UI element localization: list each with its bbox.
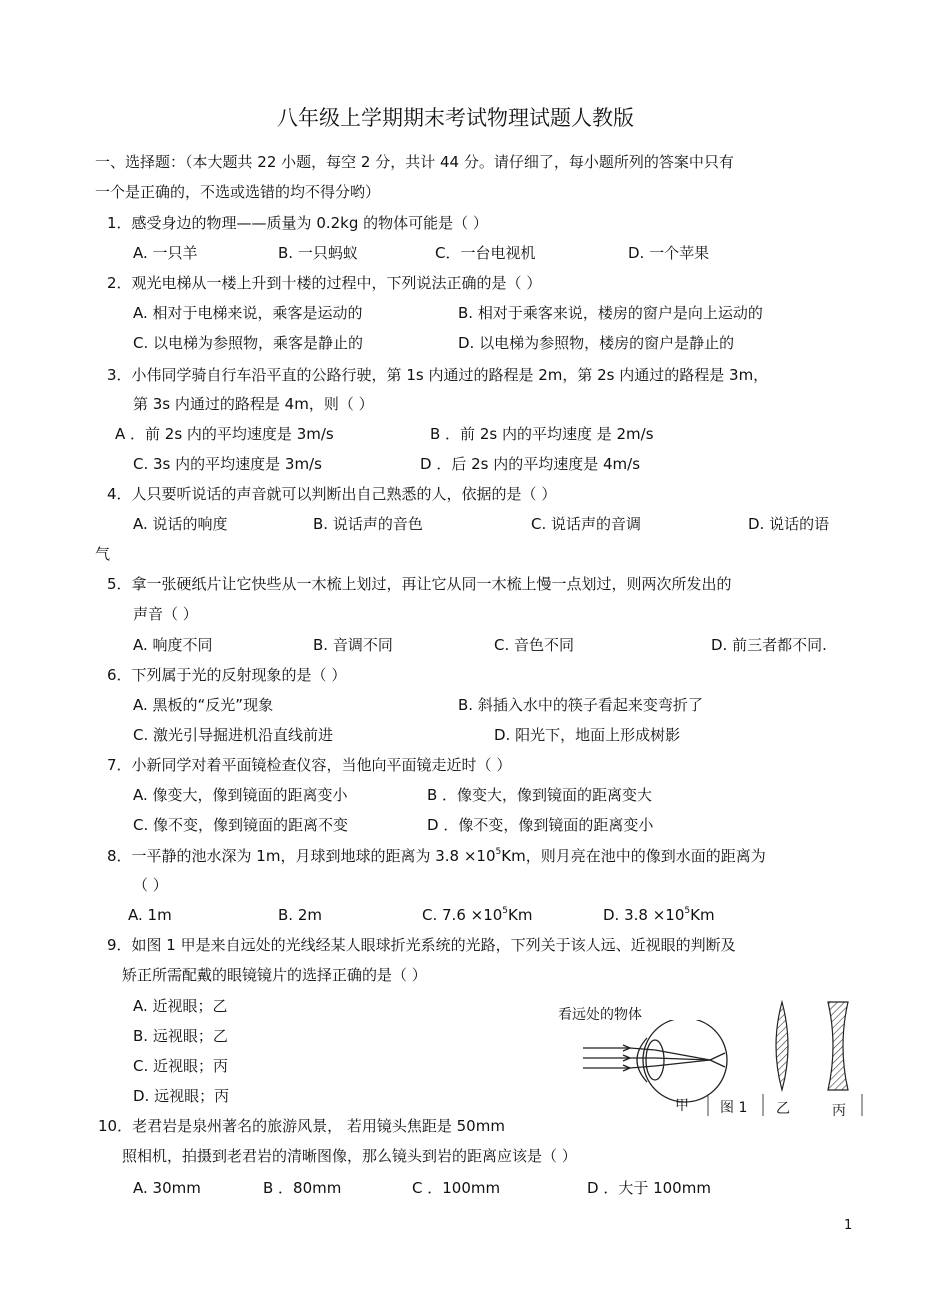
q8-option-c [422,905,532,925]
figure-number: 图 1 [720,1100,748,1116]
page-number: 1 [844,1218,853,1233]
q3-option-b: B ．前 2s 内的平均速度 是 2m/s [430,425,654,443]
q1-stem: 1．感受身边的物理——质量为 0.2kg 的物体可能是（ ） [107,214,488,232]
q8-paren: （ ） [133,876,168,894]
q10-stem-line1: 10．老君岩是泉州著名的旅游风景， 若用镜头焦距是 50mm [98,1117,505,1135]
q9-stem-line1: 9．如图 1 甲是来自远处的光线经某人眼球折光系统的光路，下列关于该人远、近视眼的判断及 [107,936,736,954]
q2-option-b: B. 相对于乘客来说，楼房的窗户是向上运动的 [458,304,763,322]
q9-option-d: D. 远视眼；丙 [133,1087,230,1105]
q2-option-a: A. 相对于电梯来说，乘客是运动的 [133,304,363,322]
q7-option-c: C. 像不变，像到镜面的距离不变 [133,816,349,834]
q3-option-a: A ．前 2s 内的平均速度是 3m/s [115,425,334,443]
q9-option-c: C. 近视眼；丙 [133,1057,229,1075]
q10-stem-line2: 照相机，拍摄到老君岩的清晰图像，那么镜头到岩的距离应该是（ ） [122,1147,577,1165]
q3-stem-line1: 3．小伟同学骑自行车沿平直的公路行驶，第 1s 内通过的路程是 2m，第 2s 内通过的路程是 3m， [107,366,769,384]
q5-option-c: C. 音色不同 [494,636,575,654]
q8-option-c-pre: C. 7.6 ×10 [422,906,503,924]
figure-label-yi: 乙 [776,1101,790,1117]
q10-option-b: B ．80mm [263,1179,342,1197]
q2-stem: 2．观光电梯从一楼上升到十楼的过程中，下列说法正确的是（ ） [107,274,542,292]
q1-option-b: B. 一只蚂蚁 [278,244,358,262]
concave-lens-icon [825,1000,851,1092]
q4-option-c: C. 说话声的音调 [531,515,642,533]
section-instructions-line2: 一个是正确的，不选或选错的均不得分哟） [95,183,381,201]
q8-stem [107,846,766,866]
q3-option-c: C. 3s 内的平均速度是 3m/s [133,455,322,473]
q4-option-a: A. 说话的响度 [133,515,228,533]
q7-option-a: A. 像变大，像到镜面的距离变小 [133,786,348,804]
figure-label-bing: 丙 [832,1103,846,1119]
q8-option-c-post: Km [508,906,533,924]
q3-stem-line2: 第 3s 内通过的路程是 4m，则（ ） [133,395,374,413]
q1-option-a: A. 一只羊 [133,244,198,262]
q6-option-a: A. 黑板的“反光”现象 [133,696,274,714]
q4-stem: 4．人只要听说话的声音就可以判断出自己熟悉的人，依据的是（ ） [107,485,557,503]
page-title: 八年级上学期期末考试物理试题人教版 [277,106,634,130]
q4-option-b: B. 说话声的音色 [313,515,423,533]
q2-option-c: C. 以电梯为参照物，乘客是静止的 [133,334,364,352]
figure-label-jia: 甲 [675,1098,689,1114]
q1-option-c: C．一台电视机 [435,244,536,262]
section-instructions-line1: 一、选择题：（本大题共 22 小题，每空 2 分，共计 44 分。请仔细了，每小题所列的答案中只有 [95,153,734,171]
q9-stem-line2: 矫正所需配戴的眼镜镜片的选择正确的是（ ） [122,966,427,984]
q5-stem-line1: 5．拿一张硬纸片让它快些从一木梳上划过，再让它从同一木梳上慢一点划过，则两次所发出的 [107,575,732,593]
q6-option-d: D. 阳光下，地面上形成树影 [494,726,681,744]
q5-option-a: A. 响度不同 [133,636,213,654]
q10-option-d: D ．大于 100mm [587,1179,711,1197]
convex-lens-icon [770,1000,794,1092]
figure-caption: 看远处的物体 [558,1007,642,1023]
q8-stem-exponent: 5 [495,847,502,857]
q5-stem-line2: 声音（ ） [133,605,198,623]
q6-stem: 6．下列属于光的反射现象的是（ ） [107,666,347,684]
q8-option-c-exponent: 5 [502,906,509,916]
q4-option-d: D. 说话的语 [748,515,830,533]
q7-option-b: B ．像变大，像到镜面的距离变大 [427,786,653,804]
q8-option-d-post: Km [690,906,715,924]
q9-option-b: B. 远视眼；乙 [133,1027,228,1045]
q2-option-d: D. 以电梯为参照物，楼房的窗户是静止的 [458,334,735,352]
q4-option-d-continued: 气 [95,545,111,563]
q9-option-a: A. 近视眼；乙 [133,997,228,1015]
q8-option-a: A. 1m [128,906,172,924]
q7-stem: 7．小新同学对着平面镜检查仪容，当他向平面镜走近时（ ） [107,756,512,774]
q8-stem-pre: 8．一平静的池水深为 1m，月球到地球的距离为 3.8 ×10 [107,847,496,865]
q5-option-b: B. 音调不同 [313,636,393,654]
q6-option-b: B. 斜插入水中的筷子看起来变弯折了 [458,696,703,714]
q8-option-b: B. 2m [278,906,322,924]
q1-option-d: D. 一个苹果 [628,244,710,262]
q8-option-d-pre: D. 3.8 ×10 [603,906,685,924]
q8-option-d [603,905,715,925]
q10-option-c: C ．100mm [412,1179,501,1197]
q8-stem-post: Km，则月亮在池中的像到水面的距离为 [501,847,766,865]
q5-option-d: D. 前三者都不同. [711,636,827,654]
q7-option-d: D ．像不变，像到镜面的距离变小 [427,816,654,834]
q10-option-a: A. 30mm [133,1179,201,1197]
q6-option-c: C. 激光引导掘进机沿直线前进 [133,726,334,744]
q8-option-d-exponent: 5 [684,906,691,916]
q3-option-d: D ．后 2s 内的平均速度是 4m/s [420,455,641,473]
